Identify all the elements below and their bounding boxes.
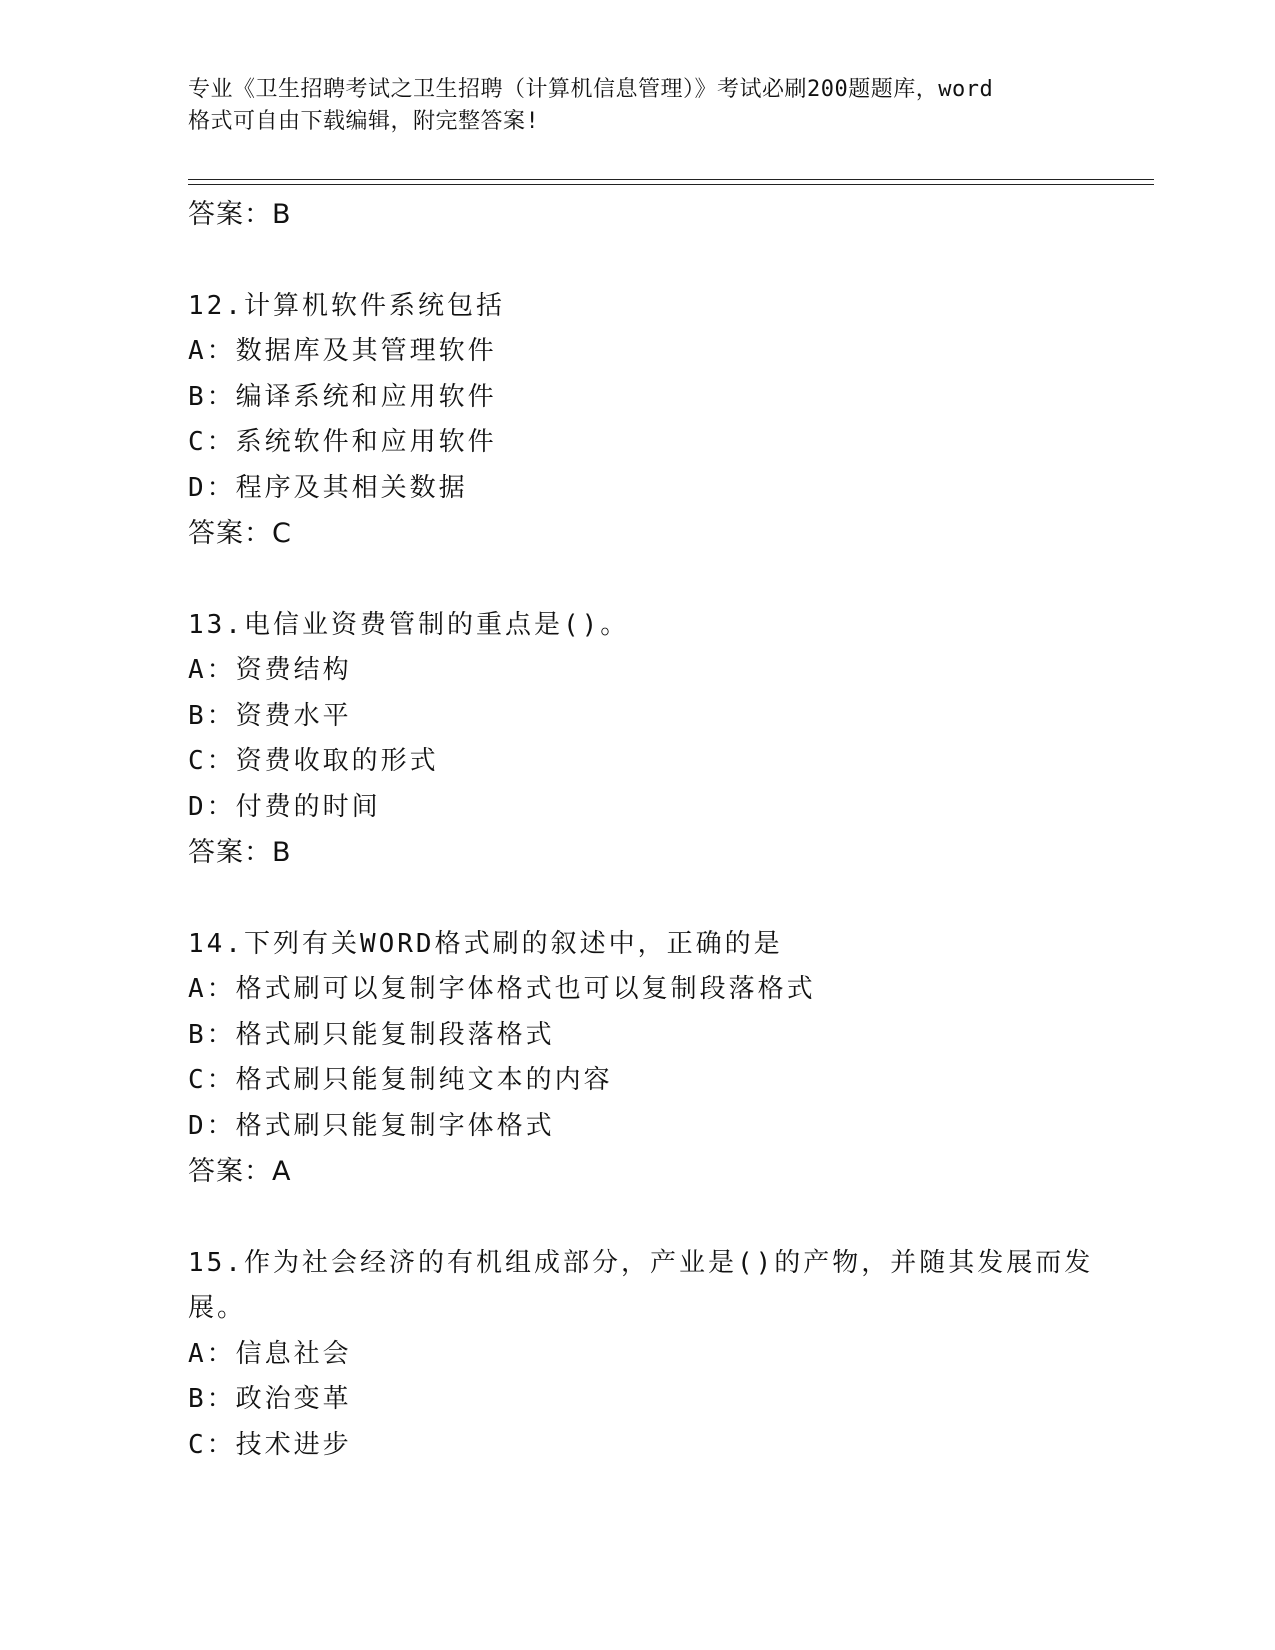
question-12 (188, 284, 1088, 557)
header-divider-bottom (188, 184, 1154, 185)
option-c: C：格式刷只能复制纯文本的内容 (188, 1065, 613, 1095)
question-text: 12.计算机软件系统包括 (188, 290, 505, 321)
option-c: C：技术进步 (188, 1429, 352, 1460)
question-15 (188, 1241, 1094, 1469)
question-14 (188, 922, 1088, 1195)
document-body (188, 192, 1094, 1468)
option-b: B：资费水平 (188, 700, 352, 731)
question-text: 13.电信业资费管制的重点是()。 (188, 609, 630, 640)
spacer (188, 238, 1088, 284)
option-c: C：资费收取的形式 (188, 746, 439, 776)
answer: 答案：A (188, 1156, 292, 1187)
header-divider-top (188, 179, 1154, 180)
option-b: B：政治变革 (188, 1384, 352, 1414)
option-c: C：系统软件和应用软件 (188, 427, 497, 457)
answer: 答案：B (188, 837, 292, 868)
spacer (188, 876, 1088, 922)
answer: 答案：C (188, 518, 292, 549)
header-line-2: 格式可自由下载编辑，附完整答案! (188, 109, 540, 134)
question-text-line-2: 展。 (188, 1293, 247, 1323)
option-d: D：付费的时间 (188, 791, 381, 822)
option-a: A：格式刷可以复制字体格式也可以复制段落格式 (188, 974, 816, 1004)
option-d: D：程序及其相关数据 (188, 472, 468, 503)
prev-answer: 答案：B (188, 199, 292, 230)
question-text: 14.下列有关WORD格式刷的叙述中，正确的是 (188, 928, 783, 959)
spacer (188, 557, 1088, 603)
header-line-1: 专业《卫生招聘考试之卫生招聘（计算机信息管理）》考试必刷200题题库，word (188, 77, 994, 102)
document-header (188, 74, 1088, 138)
question-13 (188, 603, 1088, 876)
question-text-line-1: 15.作为社会经济的有机组成部分，产业是()的产物，并随其发展而发 (188, 1247, 1094, 1278)
option-d: D：格式刷只能复制字体格式 (188, 1110, 555, 1141)
option-a: A：数据库及其管理软件 (188, 336, 497, 366)
option-b: B：格式刷只能复制段落格式 (188, 1019, 555, 1050)
spacer (188, 1195, 1088, 1241)
option-a: A：资费结构 (188, 655, 352, 685)
option-a: A：信息社会 (188, 1338, 352, 1369)
option-b: B：编译系统和应用软件 (188, 381, 497, 412)
